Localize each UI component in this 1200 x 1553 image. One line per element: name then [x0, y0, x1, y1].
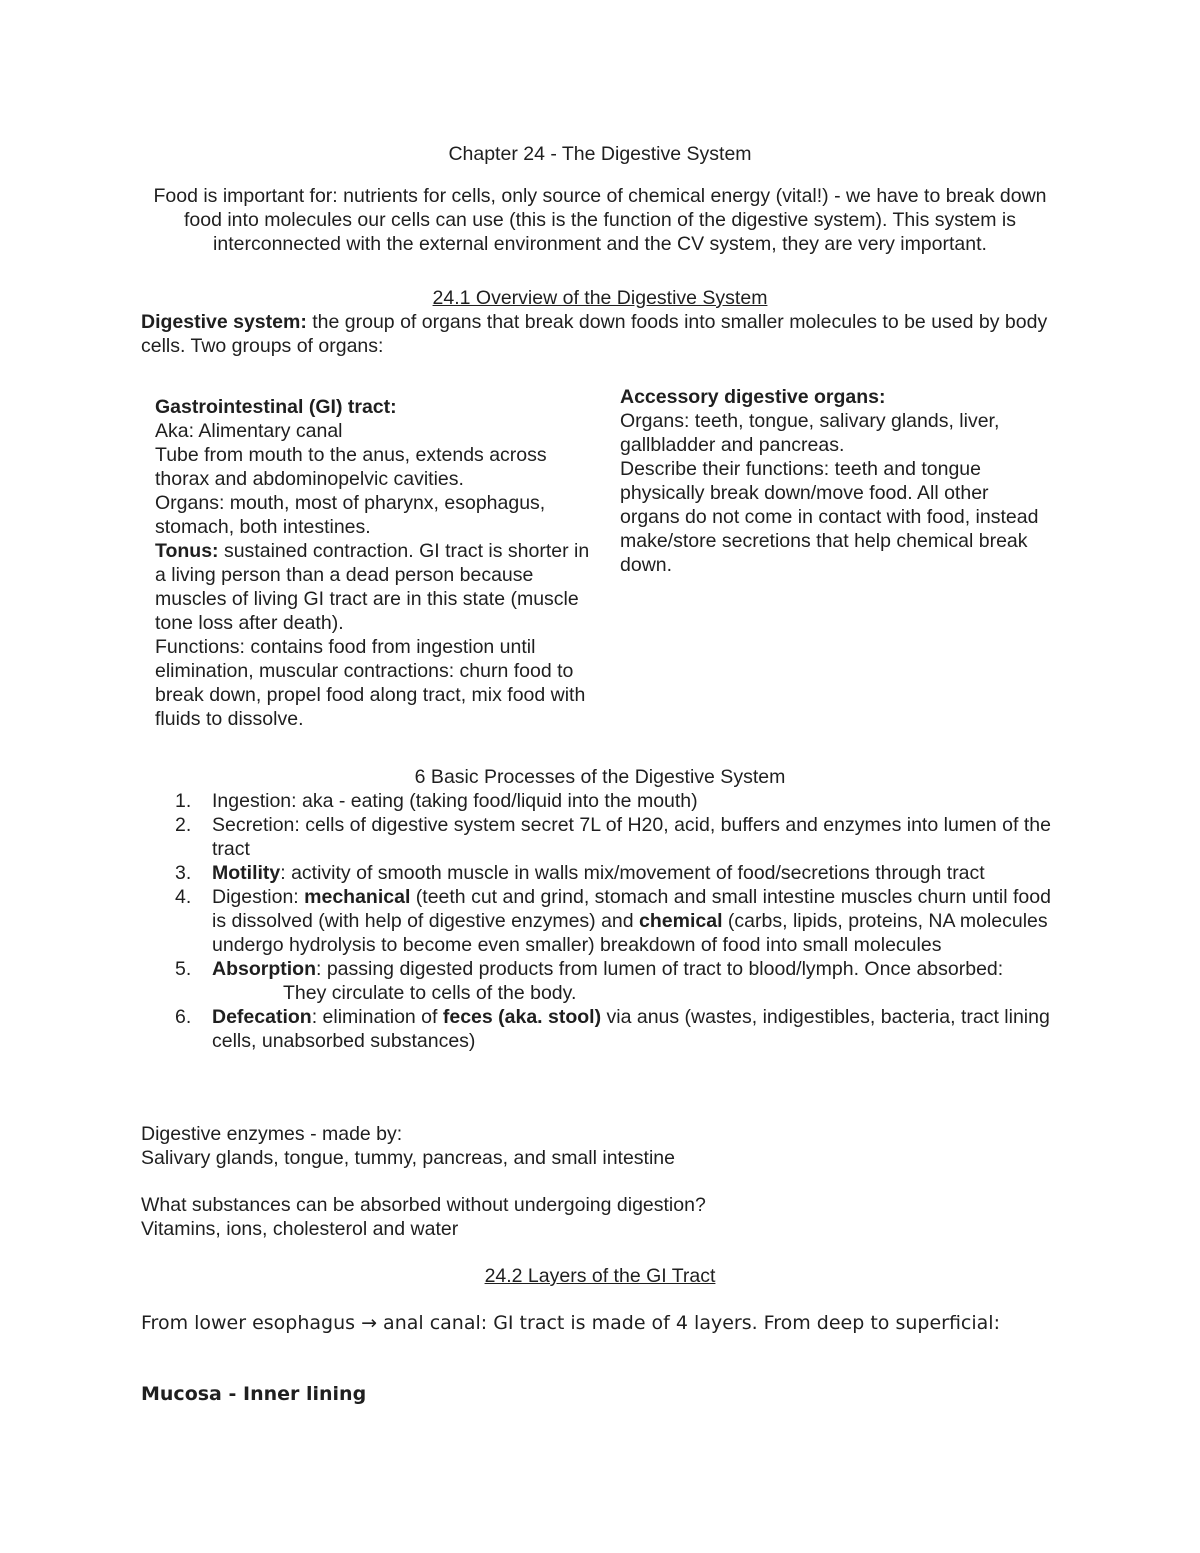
accessory-functions: Describe their functions: teeth and tongue physically break down/move food. All other organs do not come in contact with food, instead make/store secretions that help chemical break down. — [620, 458, 1039, 576]
list-item: 3. Motility: activity of smooth muscle in walls mix/movement of food/secretions through tract — [175, 862, 985, 884]
list-item: 2. Secretion: cells of digestive system secret 7L of H20, acid, buffers and enzymes into lumen of the tract — [175, 814, 1051, 860]
page-title: Chapter 24 - The Digestive System — [448, 143, 752, 165]
section-heading-24-2: 24.2 Layers of the GI Tract — [484, 1265, 716, 1287]
mucosa-heading: Mucosa - Inner lining — [141, 1383, 367, 1405]
gi-tract-aka: Aka: Alimentary canal — [155, 420, 343, 442]
definition-text: the group of organs that break down foods into smaller molecules to be used by body cells. Two groups of organs: — [141, 311, 1048, 357]
accessory-organs-column — [620, 385, 1050, 577]
processes-heading: 6 Basic Processes of the Digestive System — [414, 766, 786, 788]
gi-tract-functions: Functions: contains food from ingestion until elimination, muscular contractions: churn food to break down, propel food along tract, mix food with fluids to dissolve. — [155, 636, 586, 730]
accessory-heading: Accessory digestive organs: — [620, 386, 886, 408]
enzymes-question: Digestive enzymes - made by: — [141, 1123, 403, 1145]
gi-tract-tonus: Tonus: sustained contraction. GI tract is shorter in a living person than a dead person because muscles of living GI tract are in this state (muscle tone loss after death). — [155, 540, 590, 634]
digestive-system-definition — [141, 310, 1061, 358]
intro-paragraph: Food is important for: nutrients for cells, only source of chemical energy (vital!) - we have to break down food into molecules our cells can use (this is the function of the digestive system). This system is interconnected with the external environment and the CV system, they are very important. — [153, 185, 1047, 255]
section-heading-24-1: 24.1 Overview of the Digestive System — [432, 287, 768, 309]
gi-tract-column — [155, 395, 595, 731]
list-item: 4. Digestion: mechanical (teeth cut and grind, stomach and small intestine muscles churn until food is dissolved (with help of digestive enzymes) and chemical (carbs, lipids, proteins, NA molecules undergo hydrolysis to become even smaller) breakdown of food into small molecules — [175, 886, 1051, 956]
substances-block — [141, 1193, 1061, 1241]
processes-list — [141, 789, 1061, 1053]
substances-question: What substances can be absorbed without undergoing digestion? — [141, 1194, 706, 1216]
gi-tract-heading: Gastrointestinal (GI) tract: — [155, 396, 397, 418]
enzymes-answer: Salivary glands, tongue, tummy, pancreas, and small intestine — [141, 1147, 675, 1169]
accessory-organs: Organs: teeth, tongue, salivary glands, liver, gallbladder and pancreas. — [620, 410, 1000, 456]
list-item: 1. Ingestion: aka - eating (taking food/liquid into the mouth) — [175, 790, 698, 812]
enzymes-block — [141, 1122, 1061, 1170]
layers-intro: From lower esophagus → anal canal: GI tract is made of 4 layers. From deep to superficial: — [141, 1312, 1000, 1334]
gi-tract-organs: Organs: mouth, most of pharynx, esophagus, stomach, both intestines. — [155, 492, 546, 538]
gi-tract-tube: Tube from mouth to the anus, extends across thorax and abdominopelvic cavities. — [155, 444, 547, 490]
list-item: 5. Absorption: passing digested products from lumen of tract to blood/lymph. Once absorbed: They circulate to cells of the body. — [175, 958, 1004, 1004]
definition-term: Digestive system: — [141, 311, 307, 333]
substances-answer: Vitamins, ions, cholesterol and water — [141, 1218, 459, 1240]
list-item: 6. Defecation: elimination of feces (aka. stool) via anus (wastes, indigestibles, bacteria, tract lining cells, unabsorbed substances) — [175, 1006, 1050, 1052]
